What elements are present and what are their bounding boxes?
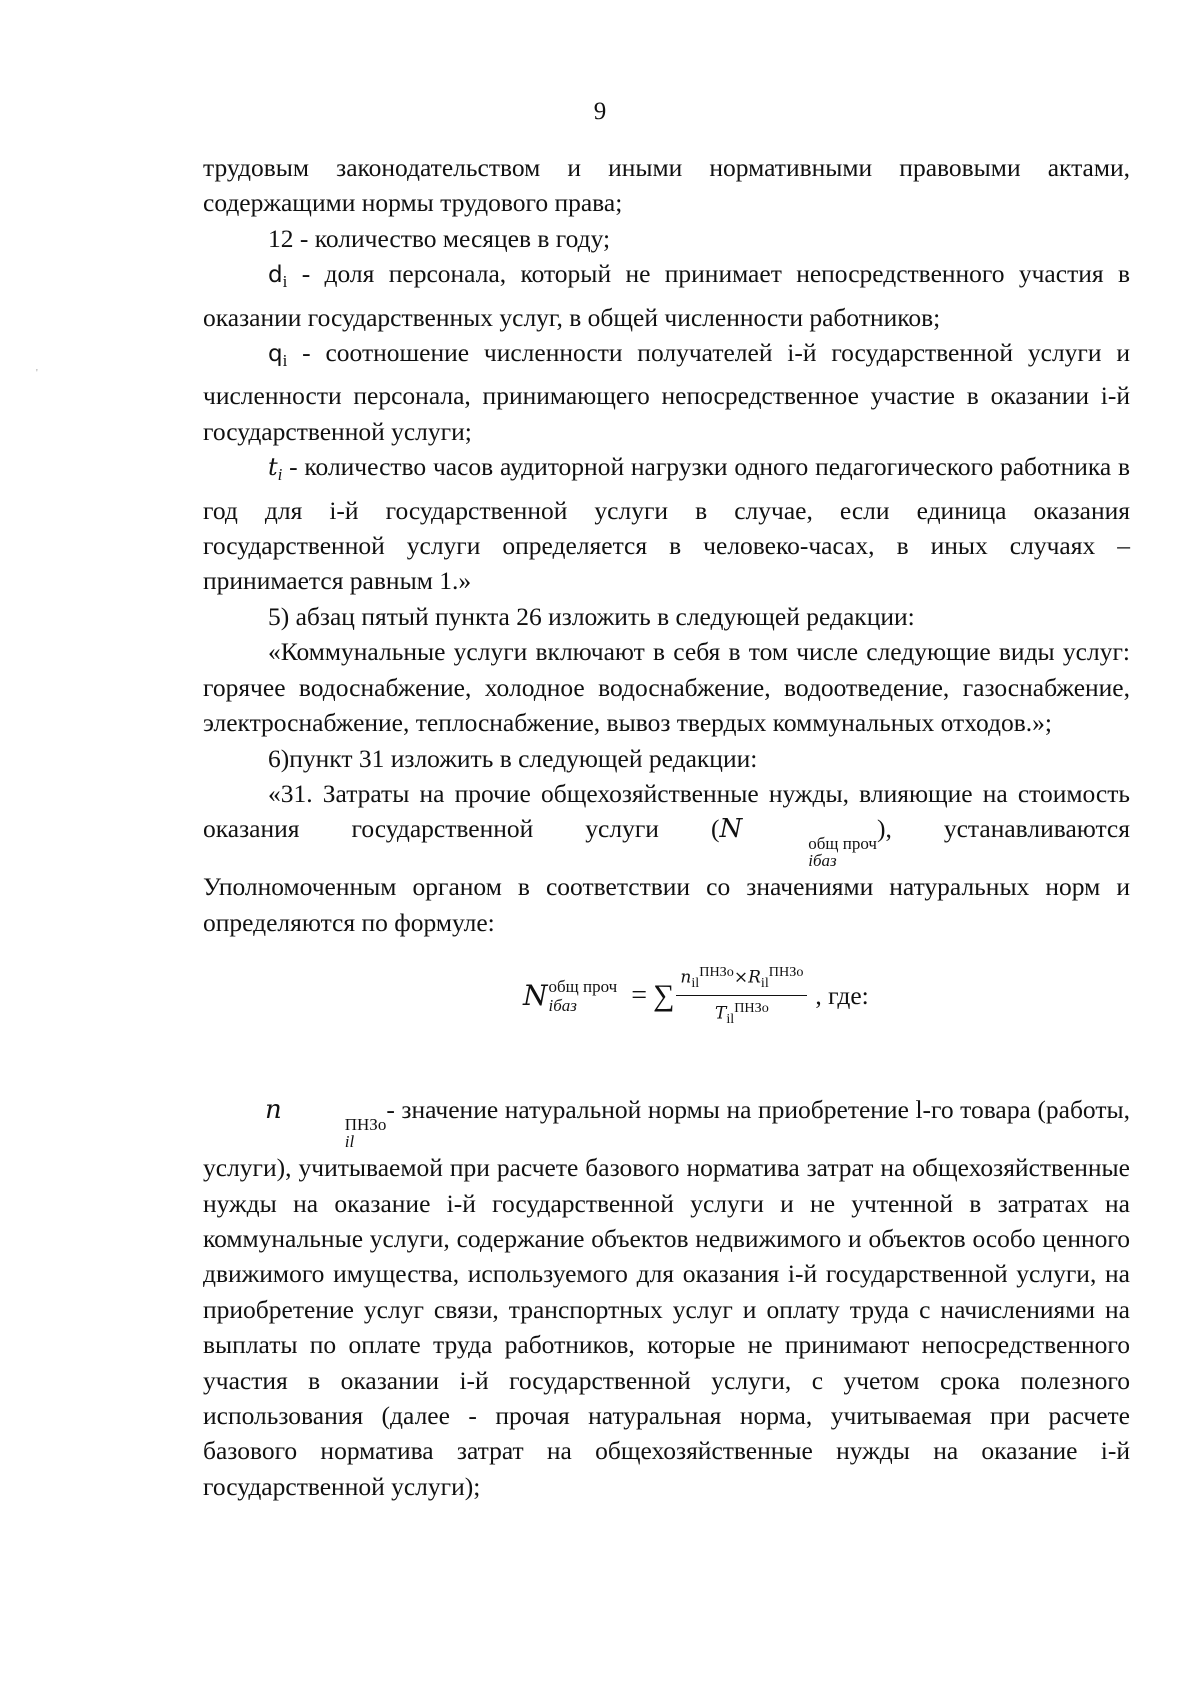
numerator-R-subscript: il bbox=[760, 975, 769, 992]
formula-fraction bbox=[676, 962, 807, 1029]
document-body bbox=[203, 150, 1130, 1504]
definition-q-text: - соотношение численности получателей i-й государственной услуги и численности персонала, принимающего непосредственное участие в оказании i-й государственной услуги; bbox=[203, 338, 1130, 446]
symbol-n: n bbox=[265, 1095, 282, 1126]
item-31-text-after: ), устанавливаются Уполномоченным органом в соответствии со значениями натуральных норм и определяются по формуле: bbox=[203, 814, 1130, 937]
formula-lhs-indices bbox=[549, 977, 618, 1015]
formula-lhs-superscript: общ проч bbox=[548, 976, 618, 996]
item-31-text-before: «31. Затраты на прочие общехозяйственные нужды, влияющие на стоимость оказания государственной услуги ( bbox=[203, 778, 1130, 844]
symbol-d: d bbox=[268, 262, 283, 289]
definition-d-text: - доля персонала, который не принимает непосредственного участия в оказании государственных услуг, в общей численности работников; bbox=[203, 259, 1130, 332]
numerator-n-subscript: il bbox=[691, 975, 700, 992]
margin-mark: ' bbox=[36, 368, 38, 379]
formula-lhs-N: N bbox=[523, 979, 548, 1013]
numerator-n-superscript: ПНЗо bbox=[699, 964, 734, 981]
paragraph-item-5: 5) абзац пятый пункта 26 изложить в следующей редакции: bbox=[268, 601, 915, 631]
formula-equals: = bbox=[631, 979, 647, 1011]
symbol-q-subscript: i bbox=[282, 351, 288, 371]
numerator-R: R bbox=[748, 967, 761, 988]
definition-t-text: - количество часов аудиторной нагрузки одного педагогического работника в год для i-й государственной услуги в случае, если единица оказания государственной услуги определяется в человеко-часах, в иных случаях – принимается равным 1.» bbox=[203, 452, 1130, 596]
numerator-times: × bbox=[733, 967, 749, 988]
formula-where: , где: bbox=[815, 980, 869, 1010]
paragraph-labor-law: трудовым законодательством и иными нормативными правовыми актами, содержащими нормы трудового права; bbox=[203, 153, 1130, 218]
symbol-n-indices bbox=[283, 1116, 387, 1150]
paragraph-months: 12 - количество месяцев в году; bbox=[268, 223, 611, 253]
symbol-t: t bbox=[268, 453, 278, 482]
inline-symbol-N: N bbox=[719, 814, 743, 845]
denominator-T-subscript: il bbox=[726, 1011, 735, 1028]
denominator-T: T bbox=[714, 1003, 727, 1024]
denominator-T-superscript: ПНЗо bbox=[734, 1000, 769, 1017]
formula-block bbox=[203, 940, 1130, 1092]
formula-sum-sign: ∑ bbox=[653, 978, 675, 1012]
paragraph-n-il bbox=[203, 1092, 1130, 1504]
inline-symbol-N-superscript: общ проч bbox=[808, 834, 877, 854]
paragraph-utilities: «Коммунальные услуги включают в себя в том числе следующие виды услуг: горячее водоснабжение, холодное водоснабжение, водоотведение, газоснабжение, электроснабжение, теплоснабжение, вывоз твердых коммунальных отходов.»; bbox=[203, 637, 1130, 738]
formula-denominator bbox=[715, 996, 769, 1029]
paragraph-q-i bbox=[203, 335, 1130, 449]
page-number: 9 bbox=[593, 98, 607, 125]
formula-lhs-subscript: iбаз bbox=[548, 995, 577, 1015]
paragraph-t-i bbox=[203, 449, 1130, 599]
numerator-R-superscript: ПНЗо bbox=[768, 964, 804, 981]
inline-symbol-N-indices bbox=[743, 835, 877, 869]
symbol-t-subscript: i bbox=[277, 465, 283, 485]
paragraph-d-i bbox=[203, 256, 1130, 335]
formula-numerator bbox=[676, 962, 807, 996]
symbol-n-subscript: il bbox=[344, 1132, 355, 1152]
paragraph-item-6: 6)пункт 31 изложить в следующей редакции: bbox=[268, 743, 758, 773]
symbol-d-subscript: i bbox=[282, 272, 288, 292]
definition-n-text: - значение натуральной нормы на приобретение l-го товара (работы, услуги), учитываемой при расчете базового норматива затрат на общехозяйственные нужды на оказание i-й государственной услуги и не учтенной в затратах на коммунальные услуги, содержание объектов недвижимого и объектов особо ценного движимого имущества, используемого для оказания i-й государственной услуги, на приобретение услуг связи, транспортных услуг и оплату труда с начислениями на выплаты по оплате труда работников, которые не принимают непосредственного участия в оказании i-й государственной услуги, с учетом срока полезного использования (далее - прочая натуральная норма, учитываемая при расчете базового норматива затрат на общехозяйственные нужды на оказание i-й государственной услуги); bbox=[203, 1095, 1130, 1501]
formula bbox=[523, 962, 869, 1029]
paragraph-item-31 bbox=[203, 776, 1130, 940]
numerator-n: n bbox=[680, 967, 692, 988]
symbol-n-superscript: ПНЗо bbox=[344, 1115, 387, 1135]
inline-symbol-N-subscript: iбаз bbox=[808, 851, 837, 871]
symbol-q: q bbox=[268, 341, 283, 368]
